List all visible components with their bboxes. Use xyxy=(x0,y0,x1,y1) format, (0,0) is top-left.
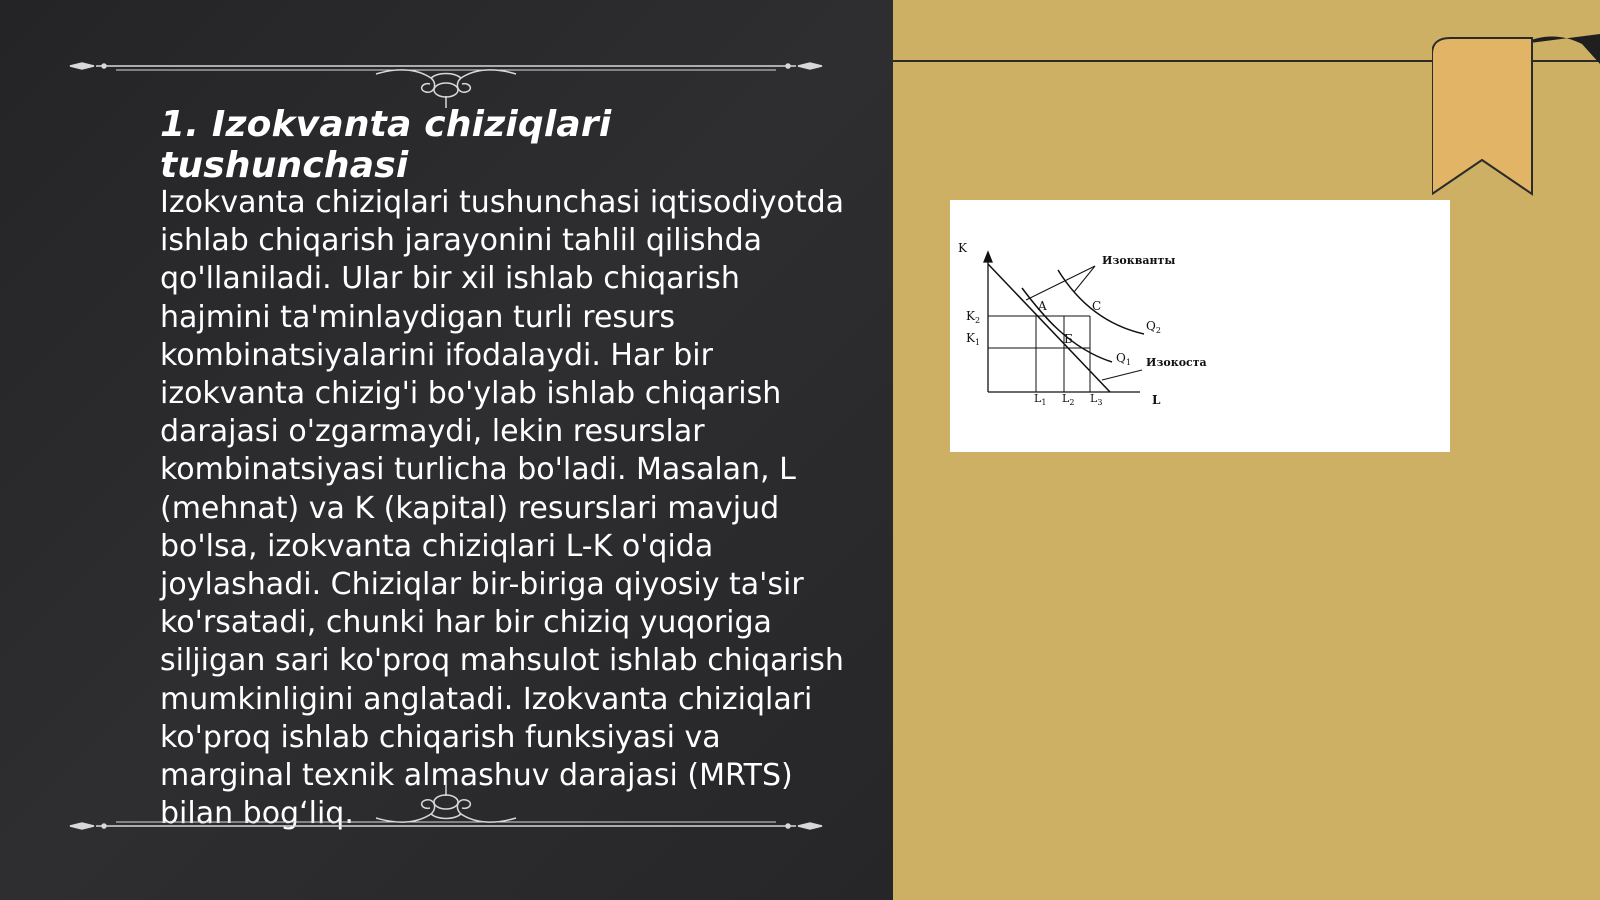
isocost-line xyxy=(988,264,1110,392)
slide-body-text: Izokvanta chiziqlari tushunchasi iqtisodiyotda ishlab chiqarish jarayonini tahlil qilishda qo'llaniladi. Ular bir xil ishlab chiqarish hajmini ta'minlaydigan turli resurs kombinatsiyalarini ifodalaydi. Har bir izokvanta chizig'i bo'ylab ishlab chiqarish darajasi o'zgarmaydi, lekin resurslar kombinatsiyasi turlicha bo'ladi. Masalan, L (mehnat) va K (kapital) resurslari mavjud bo'lsa, izokvanta chiziqlari L-K o'qida joylashadi. Chiziqlar bir-biriga qiyosiy ta'sir ko'rsatadi, chunki har bir chiziq yuqoriga siljigan sari ko'proq mahsulot ishlab chiqarish mumkinligini anglatadi. Izokvanta chiziqlari ko'proq ishlab chiqarish funksiyasi va marginal texnik almashuv darajasi (MRTS) bilan bog‘liq. xyxy=(160,185,845,832)
q2-label: $Q_2$ xyxy=(1146,319,1161,335)
k1-tick-label: $K_1$ xyxy=(966,331,981,347)
isoquant-diagram xyxy=(950,200,1450,452)
l3-tick-label: $L_3$ xyxy=(1090,392,1103,407)
isoquants-pointer-b xyxy=(1074,266,1095,292)
isoquants-label: Изокванты xyxy=(1102,254,1176,267)
isoquant-figure xyxy=(950,200,1450,452)
isocost-label: Изокоста xyxy=(1146,356,1207,369)
l-axis-label: L xyxy=(1152,393,1161,407)
l2-tick-label: $L_2$ xyxy=(1062,392,1075,407)
bookmark-ribbon xyxy=(1432,34,1600,204)
k2-tick-label: $K_2$ xyxy=(966,309,981,325)
isocost-pointer xyxy=(1102,370,1142,380)
k-axis-arrow xyxy=(984,252,992,262)
isoquants-pointer-a xyxy=(1026,266,1095,300)
k-axis-label: K xyxy=(958,241,967,255)
l1-tick-label: $L_1$ xyxy=(1034,392,1047,407)
point-b-label: Б xyxy=(1064,332,1073,346)
point-a-label: A xyxy=(1038,299,1047,313)
point-c-label: C xyxy=(1092,299,1102,313)
slide-title: 1. Izokvanta chiziqlari tushunchasi xyxy=(160,104,612,186)
ornament-bottom-flourish xyxy=(66,780,826,840)
q1-label: $Q_1$ xyxy=(1116,351,1131,367)
ornament-top-flourish xyxy=(66,50,826,110)
